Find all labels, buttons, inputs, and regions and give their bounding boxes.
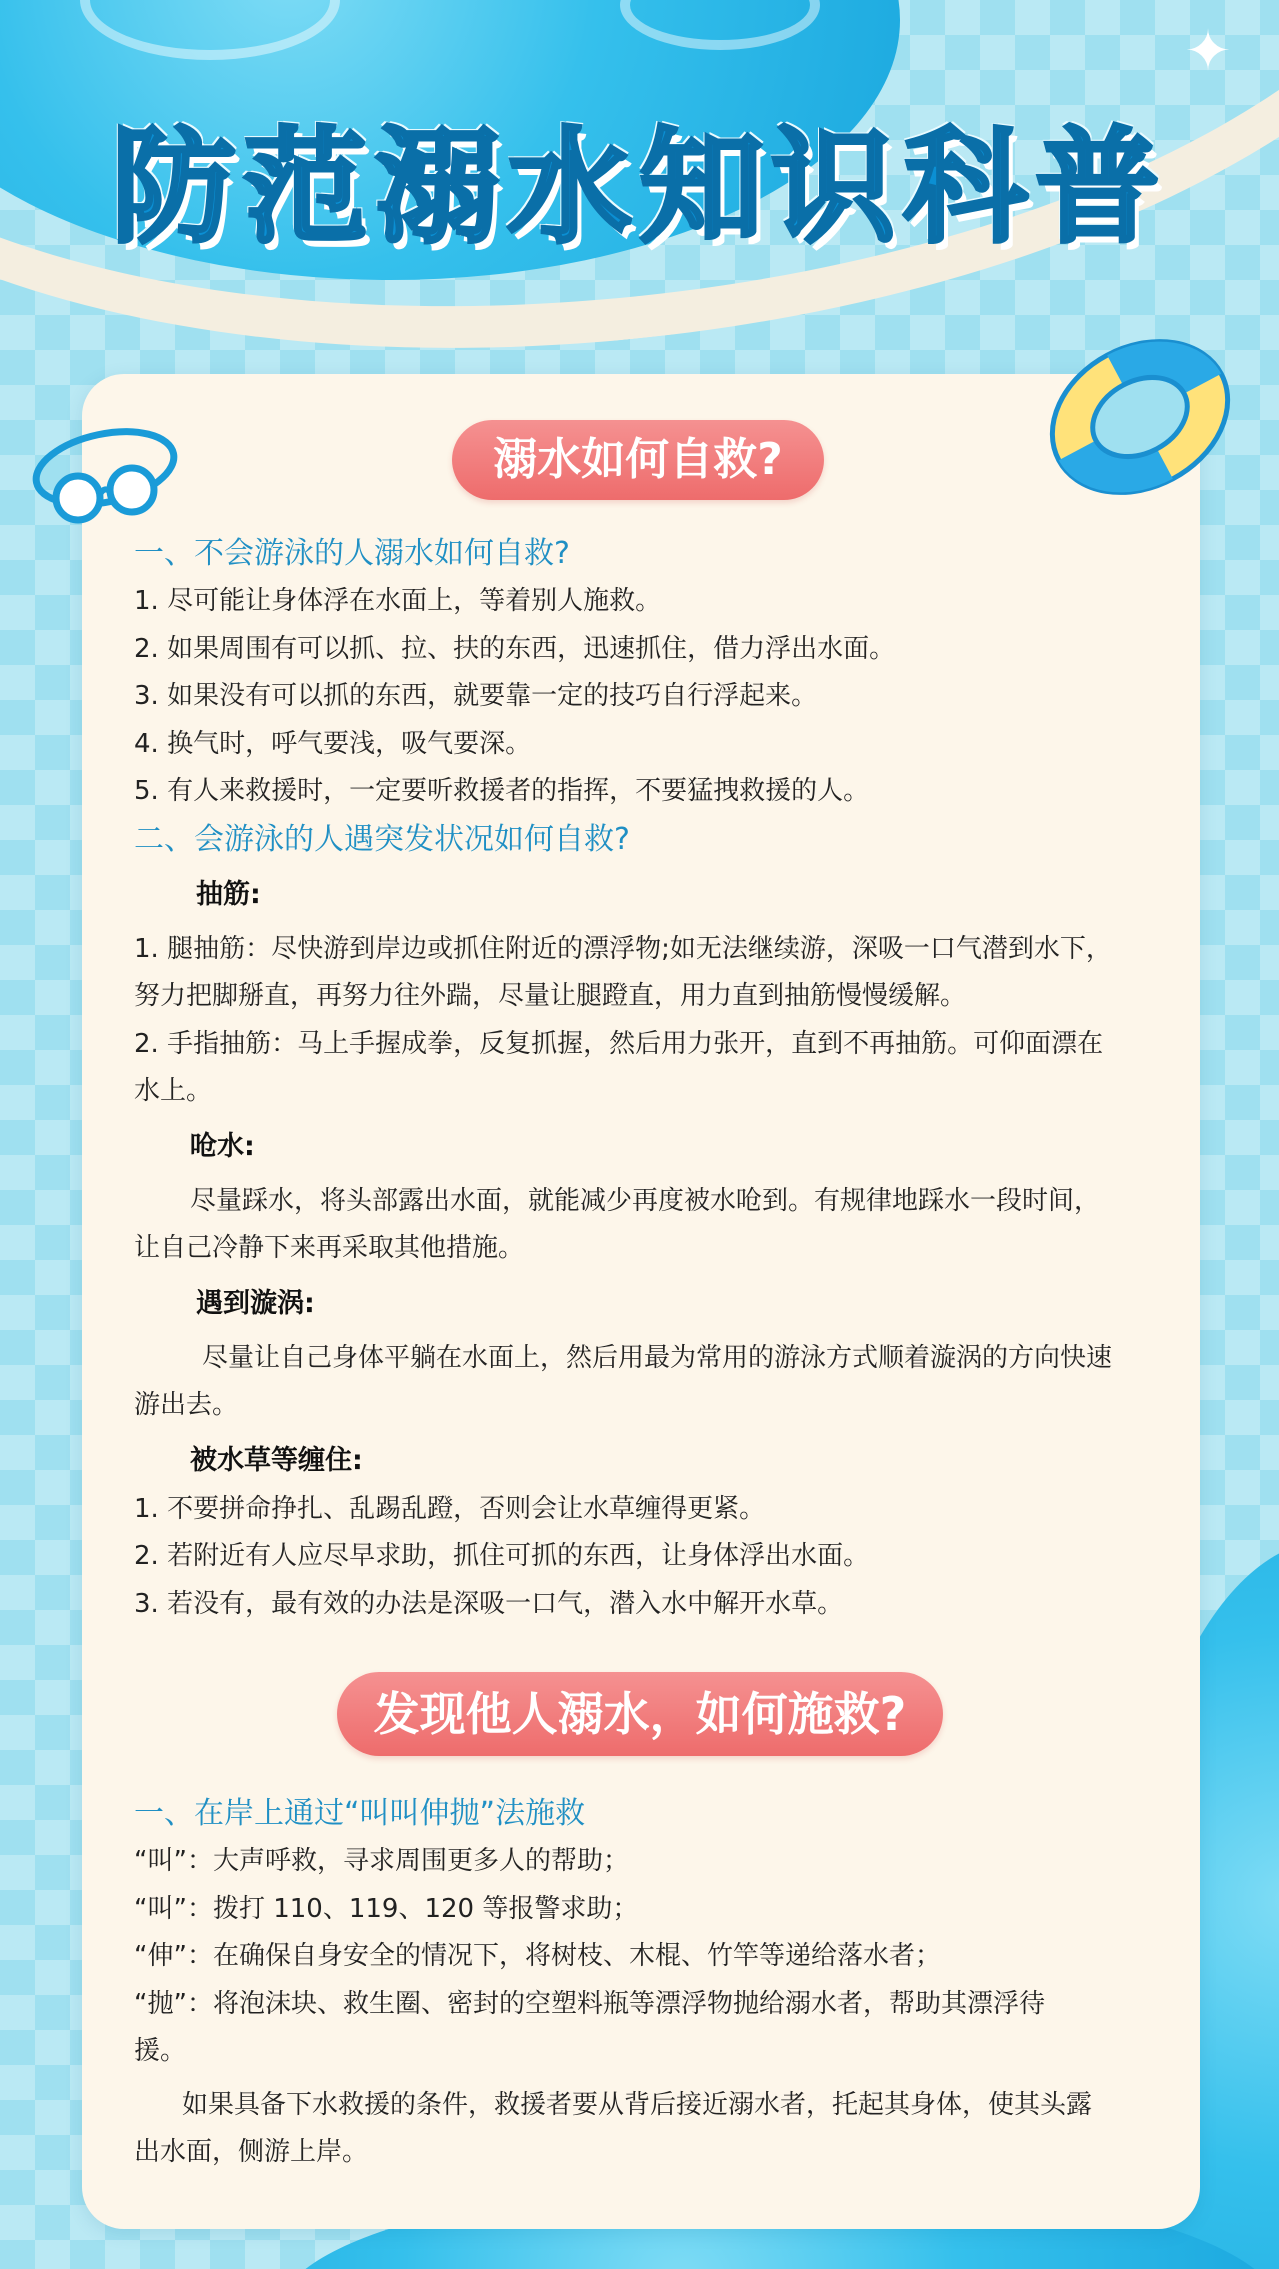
paragraph-line: 游出去。 <box>134 1390 239 1420</box>
list-item: “叫”：大声呼救，寻求周围更多人的帮助； <box>134 1846 629 1876</box>
paragraph-line: 出水面，侧游上岸。 <box>134 2137 369 2167</box>
heading-swimmer: 二、会游泳的人遇突发状况如何自救? <box>134 821 630 857</box>
subheading-cramp: 抽筋: <box>196 878 261 910</box>
list-item: 1. 尽可能让身体浮在水面上，等着别人施救。 <box>134 586 662 616</box>
paragraph-line: 1. 腿抽筋：尽快游到岸边或抓住附近的漂浮物;如无法继续游，深吸一口气潜到水下， <box>134 933 1112 964</box>
self-rescue-section <box>134 530 1144 1628</box>
list-item: 2. 若附近有人应尽早求助，抓住可抓的东西，让身体浮出水面。 <box>134 1541 870 1571</box>
page-title: 防范溺水知识科普 <box>111 116 1168 260</box>
section-pill-rescue-others: 发现他人溺水，如何施救? <box>337 1672 943 1756</box>
list-item: 3. 如果没有可以抓的东西，就要靠一定的技巧自行浮起来。 <box>134 681 818 711</box>
list-item: “抛”：将泡沫块、救生圈、密封的空塑料瓶等漂浮物抛给溺水者，帮助其漂浮待 <box>134 1988 1045 2019</box>
heading-shore-rescue: 一、在岸上通过“叫叫伸抛”法施救 <box>134 1796 586 1831</box>
section-pill-self-rescue: 溺水如何自救? <box>452 420 824 500</box>
list-item: 2. 如果周围有可以抓、拉、扶的东西，迅速抓住，借力浮出水面。 <box>134 633 896 664</box>
subheading-choke: 呛水: <box>190 1130 255 1162</box>
paragraph-line: 2. 手指抽筋：马上手握成拳，反复抓握，然后用力张开，直到不再抽筋。可仰面漂在 <box>134 1028 1104 1059</box>
list-item: 援。 <box>134 2036 187 2066</box>
subheading-whirlpool: 遇到漩涡: <box>196 1287 315 1319</box>
list-item: 3. 若没有，最有效的办法是深吸一口气，潜入水中解开水草。 <box>134 1588 844 1619</box>
goggles-icon <box>30 428 180 538</box>
list-item: 1. 不要拼命挣扎、乱踢乱蹬，否则会让水草缠得更紧。 <box>134 1493 766 1524</box>
sparkle-icon: ✦ <box>1184 19 1232 84</box>
list-item: “伸”：在确保自身安全的情况下，将树枝、木棍、竹竿等递给落水者； <box>134 1941 941 1971</box>
rescue-others-section <box>134 1790 1144 2177</box>
paragraph-line: 尽量让自己身体平躺在水面上，然后用最为常用的游泳方式顺着漩涡的方向快速 <box>202 1342 1113 1373</box>
paragraph-line: 让自己冷静下来再采取其他措施。 <box>134 1233 525 1263</box>
lifebuoy-icon <box>1040 322 1240 512</box>
list-item: 4. 换气时，呼气要浅，吸气要深。 <box>134 728 532 759</box>
paragraph-line: 水上。 <box>134 1076 213 1106</box>
list-item: “叫”：拨打 110、119、120 等报警求助； <box>134 1893 639 1924</box>
paragraph-line: 如果具备下水救援的条件，救援者要从背后接近溺水者，托起其身体，使其头露 <box>182 2089 1093 2120</box>
paragraph-line: 尽量踩水，将头部露出水面，就能减少再度被水呛到。有规律地踩水一段时间， <box>190 1185 1101 1216</box>
paragraph-line: 努力把脚掰直，再努力往外踹，尽量让腿蹬直，用力直到抽筋慢慢缓解。 <box>134 981 967 1011</box>
heading-non-swimmer: 一、不会游泳的人溺水如何自救? <box>134 536 570 571</box>
subheading-weeds: 被水草等缠住: <box>190 1444 363 1476</box>
list-item: 5. 有人来救援时，一定要听救援者的指挥，不要猛拽救援的人。 <box>134 776 870 806</box>
